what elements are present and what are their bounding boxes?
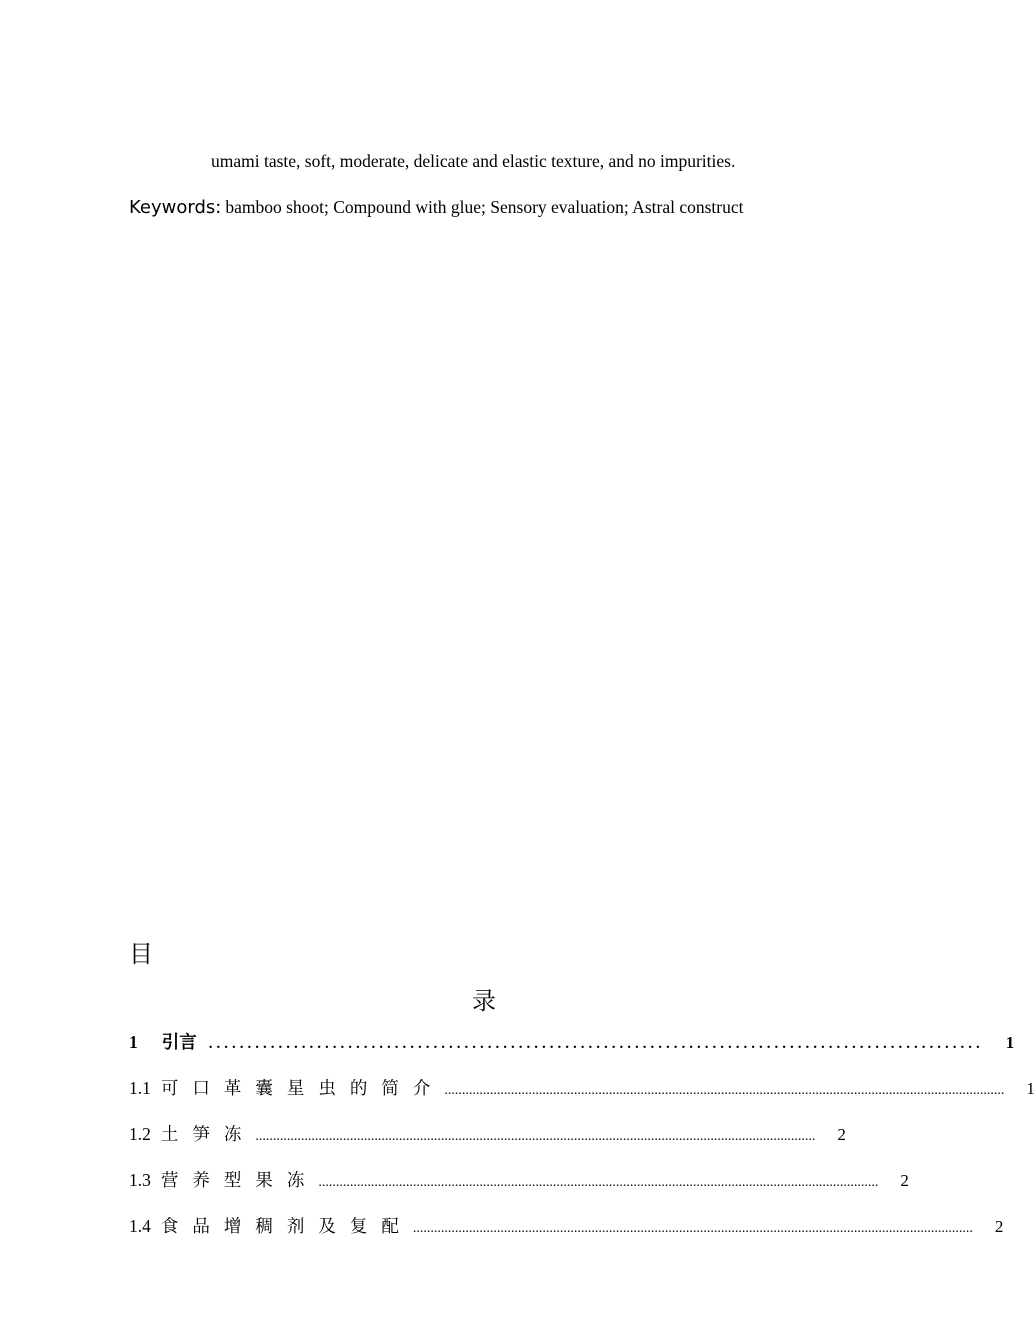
keywords-text: bamboo shoot; Compound with glue; Sensory evaluation; Astral construct (225, 197, 744, 217)
toc-entry-page: 2 (900, 1171, 909, 1190)
toc-entry-page: 1 (1005, 1033, 1015, 1052)
toc-heading-first-char: 目 (129, 942, 153, 968)
toc-entry-title (162, 1029, 197, 1054)
toc-entry-title-char: 言 (179, 1032, 197, 1052)
toc-leader-dots: ................................................................................................................................................................ (318, 1175, 879, 1190)
toc-entry[interactable] (129, 1029, 1015, 1055)
toc-leader-dots: ................................................................................................................................................................ (412, 1221, 973, 1236)
toc-entry-title: 食品增稠剂及复配 (160, 1216, 413, 1236)
toc-entry-number: 1 (129, 1032, 138, 1052)
toc-entry-page: 1 (1026, 1079, 1035, 1098)
toc-leader-dots: ................................................................................................................................................................ (444, 1083, 1005, 1098)
toc-entry-number: 1.2 (129, 1124, 151, 1144)
toc-entry-number: 1.4 (129, 1216, 151, 1236)
toc-entry[interactable] (129, 1213, 1004, 1239)
toc-entry[interactable] (129, 1167, 909, 1193)
toc-entry-page: 2 (994, 1217, 1004, 1236)
toc-leader-dots: ................................................................................................................................................................ (255, 1129, 816, 1144)
toc-entry-page: 2 (837, 1125, 846, 1144)
toc-entry-number: 1.1 (129, 1078, 151, 1098)
toc-heading-second-char: 录 (472, 989, 496, 1015)
toc-entry-title: 土笋冻 (160, 1124, 256, 1144)
keywords-label: Keywords: (129, 197, 222, 218)
toc-entry-title: 营养型果冻 (160, 1170, 319, 1190)
toc-entry[interactable] (129, 1121, 846, 1147)
keywords-line (129, 197, 743, 218)
toc-leader-dots: .................................................................................................... (208, 1036, 984, 1052)
abstract-last-line: umami taste, soft, moderate, delicate and elastic texture, and no impurities. (211, 151, 736, 171)
toc-entry-number: 1.3 (129, 1170, 151, 1190)
toc-entry-title: 可口革囊星虫的简介 (160, 1078, 445, 1098)
toc-entry[interactable] (129, 1075, 1035, 1101)
toc-entry-title-char: 引 (161, 1032, 180, 1052)
